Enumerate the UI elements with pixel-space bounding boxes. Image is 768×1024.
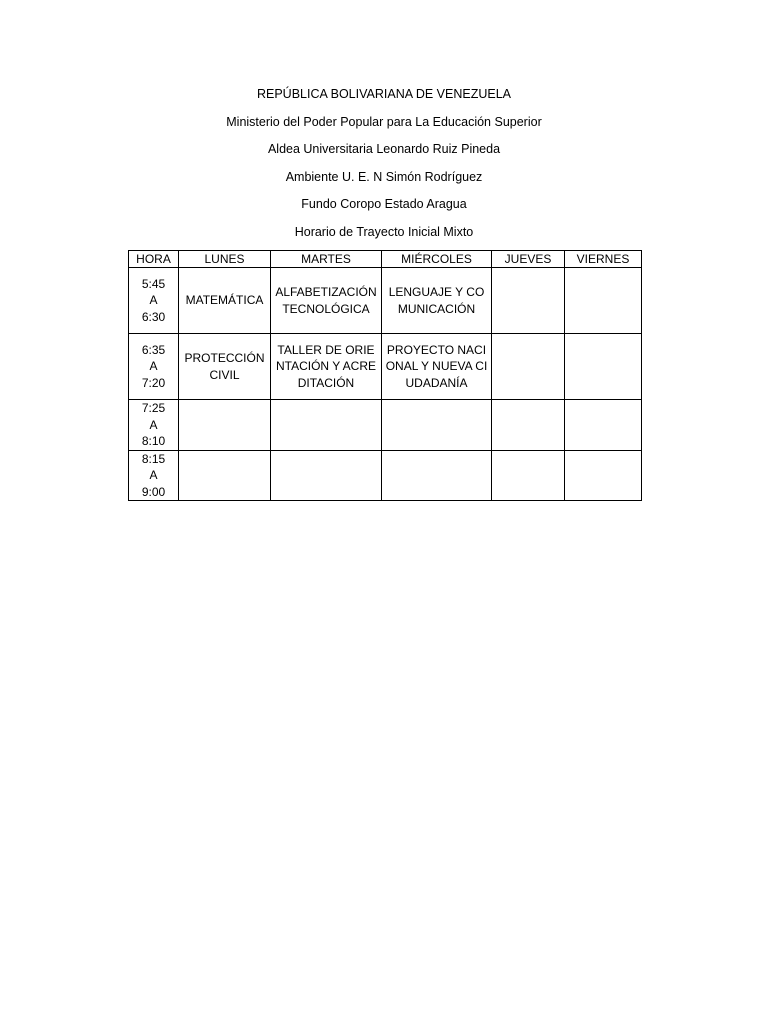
hour-cell [129, 400, 179, 451]
column-header-martes: MARTES [271, 251, 382, 268]
schedule-cell [271, 450, 382, 501]
heading-ministry: Ministerio del Poder Popular para La Educación Superior [226, 114, 542, 129]
heading-schedule-title: Horario de Trayecto Inicial Mixto [294, 224, 474, 239]
schedule-cell [565, 400, 642, 451]
table-row [129, 400, 642, 451]
subject-label: ALFABETIZACIÓN TECNOLÓGICA [275, 285, 377, 316]
table-row [129, 268, 642, 334]
heading-location: Fundo Coropo Estado Aragua [301, 197, 467, 211]
column-header-miercoles: MIÉRCOLES [382, 251, 492, 268]
subject-label: TALLER DE ORIENTACIÓN Y ACREDITACIÓN [275, 342, 377, 390]
heading-aldea: Aldea Universitaria Leonardo Ruiz Pineda [267, 142, 501, 156]
table-header-row [129, 251, 642, 268]
schedule-cell [565, 450, 642, 501]
subject-label: PROYECTO NACIONAL Y NUEVA CIUDADANÍA [385, 342, 488, 390]
hour-label: 6:35 A 7:20 [141, 342, 166, 390]
hour-label: 8:15 A 9:00 [141, 451, 166, 499]
schedule-cell [492, 334, 565, 400]
schedule-cell [565, 334, 642, 400]
subject-label: PROTECCIÓN CIVIL [184, 351, 265, 382]
hour-cell [129, 334, 179, 400]
column-header-hora: HORA [129, 251, 179, 268]
schedule-cell [179, 334, 271, 400]
heading-ambiente: Ambiente U. E. N Simón Rodríguez [285, 169, 483, 184]
hour-label: 7:25 A 8:10 [141, 401, 166, 448]
column-header-lunes: LUNES [179, 251, 271, 268]
schedule-cell [179, 268, 271, 334]
schedule-cell [382, 450, 492, 501]
schedule-cell [382, 400, 492, 451]
heading-republic: REPÚBLICA BOLIVARIANA DE VENEZUELA [256, 87, 512, 101]
schedule-cell [382, 334, 492, 400]
schedule-cell [382, 268, 492, 334]
hour-cell [129, 450, 179, 501]
schedule-cell [492, 268, 565, 334]
schedule-cell [492, 400, 565, 451]
schedule-cell [179, 450, 271, 501]
schedule-cell [271, 400, 382, 451]
document-heading [0, 86, 768, 251]
subject-label: MATEMÁTICA [185, 293, 264, 308]
schedule-cell [271, 268, 382, 334]
schedule-cell [179, 400, 271, 451]
schedule-cell [492, 450, 565, 501]
schedule-cell [565, 268, 642, 334]
hour-cell [129, 268, 179, 334]
table-row [129, 334, 642, 400]
schedule-cell [271, 334, 382, 400]
hour-label: 5:45 A 6:30 [141, 276, 166, 324]
schedule-table [128, 250, 642, 501]
subject-label: LENGUAJE Y COMUNICACIÓN [388, 285, 485, 316]
table-row [129, 450, 642, 501]
column-header-viernes: VIERNES [565, 251, 642, 268]
column-header-jueves: JUEVES [492, 251, 565, 268]
